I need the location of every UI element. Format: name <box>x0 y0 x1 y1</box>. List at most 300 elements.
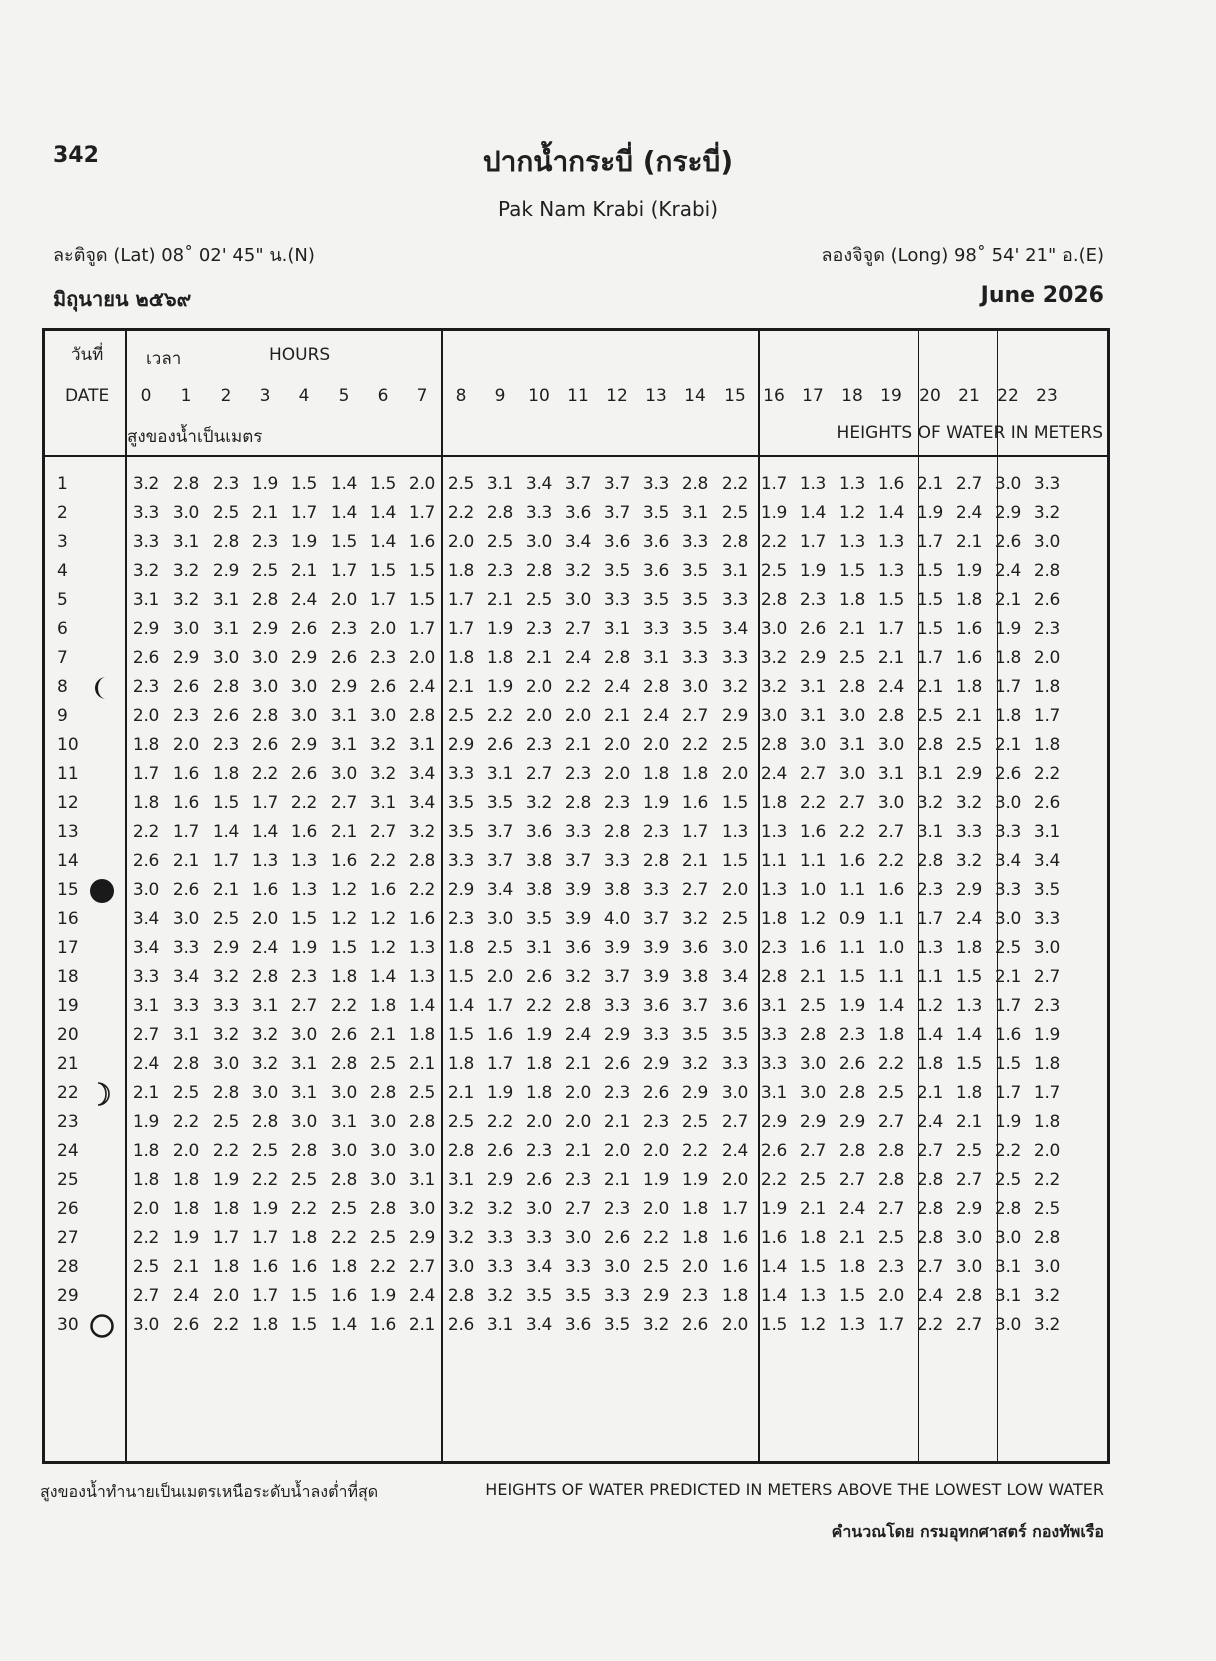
table-row <box>45 701 1107 731</box>
table-row <box>45 556 1107 586</box>
height-cell: 3.6 <box>564 1315 592 1335</box>
table-row <box>45 759 1107 789</box>
height-cell: 3.0 <box>447 1257 475 1277</box>
height-cell: 1.8 <box>212 764 240 784</box>
height-cell: 1.7 <box>486 996 514 1016</box>
height-cell: 3.0 <box>369 706 397 726</box>
height-cell: 2.1 <box>916 677 944 697</box>
height-cell: 2.7 <box>408 1257 436 1277</box>
height-cell: 1.6 <box>486 1025 514 1045</box>
height-cell: 3.0 <box>486 909 514 929</box>
height-cell: 1.9 <box>955 561 983 581</box>
height-cell: 1.2 <box>799 909 827 929</box>
height-cell: 1.8 <box>132 1141 160 1161</box>
height-cell: 3.2 <box>212 1025 240 1045</box>
date-cell: 23 <box>57 1112 79 1132</box>
height-cell: 2.7 <box>330 793 358 813</box>
height-cell: 3.3 <box>721 648 749 668</box>
height-cell: 1.7 <box>994 996 1022 1016</box>
height-cell: 1.6 <box>251 880 279 900</box>
height-cell: 1.4 <box>369 503 397 523</box>
date-cell: 7 <box>57 648 68 668</box>
hour-label: 14 <box>684 386 706 406</box>
table-row <box>45 962 1107 992</box>
height-cell: 1.7 <box>447 590 475 610</box>
height-cell: 3.2 <box>760 648 788 668</box>
height-cell: 1.8 <box>132 735 160 755</box>
height-cell: 1.7 <box>212 1228 240 1248</box>
date-label-thai: วันที่ <box>71 345 104 365</box>
height-cell: 3.6 <box>564 938 592 958</box>
height-cell: 2.1 <box>603 1112 631 1132</box>
height-cell: 3.3 <box>564 1257 592 1277</box>
date-cell: 1 <box>57 474 68 494</box>
table-row <box>45 614 1107 644</box>
height-cell: 2.8 <box>838 1141 866 1161</box>
height-cell: 3.2 <box>172 590 200 610</box>
date-cell: 22 <box>57 1083 79 1103</box>
height-cell: 1.1 <box>916 967 944 987</box>
height-cell: 1.9 <box>681 1170 709 1190</box>
height-cell: 1.7 <box>408 503 436 523</box>
height-cell: 1.8 <box>486 648 514 668</box>
height-cell: 2.9 <box>447 735 475 755</box>
hour-label: 12 <box>606 386 628 406</box>
height-cell: 1.8 <box>721 1286 749 1306</box>
height-cell: 2.2 <box>760 1170 788 1190</box>
height-cell: 3.1 <box>212 619 240 639</box>
height-cell: 2.1 <box>955 1112 983 1132</box>
height-cell: 3.0 <box>290 706 318 726</box>
table-row <box>45 1049 1107 1079</box>
height-cell: 2.9 <box>603 1025 631 1045</box>
height-cell: 3.2 <box>486 1199 514 1219</box>
hour-label: 3 <box>259 386 271 406</box>
height-cell: 2.3 <box>525 619 553 639</box>
height-cell: 2.0 <box>447 532 475 552</box>
height-cell: 3.1 <box>369 793 397 813</box>
height-cell: 1.3 <box>290 851 318 871</box>
height-cell: 2.7 <box>369 822 397 842</box>
height-cell: 1.5 <box>838 1286 866 1306</box>
height-cell: 1.0 <box>877 938 905 958</box>
height-cell: 2.4 <box>564 1025 592 1045</box>
height-cell: 3.1 <box>212 590 240 610</box>
height-cell: 2.4 <box>132 1054 160 1074</box>
height-cell: 2.3 <box>251 532 279 552</box>
month-thai: มิถุนายน ๒๕๖๙ <box>53 287 192 311</box>
height-cell: 1.9 <box>916 503 944 523</box>
height-cell: 2.5 <box>1033 1199 1061 1219</box>
column-divider <box>997 331 998 455</box>
height-cell: 3.0 <box>721 1083 749 1103</box>
height-cell: 1.1 <box>760 851 788 871</box>
height-cell: 2.3 <box>525 1141 553 1161</box>
height-cell: 3.3 <box>1033 474 1061 494</box>
height-cell: 2.2 <box>447 503 475 523</box>
height-cell: 2.4 <box>603 677 631 697</box>
height-cell: 1.3 <box>408 967 436 987</box>
height-cell: 1.5 <box>369 561 397 581</box>
height-cell: 3.0 <box>955 1257 983 1277</box>
height-cell: 2.6 <box>525 967 553 987</box>
height-cell: 3.4 <box>525 1257 553 1277</box>
height-cell: 3.1 <box>799 706 827 726</box>
height-cell: 2.3 <box>681 1286 709 1306</box>
height-cell: 2.3 <box>212 474 240 494</box>
height-cell: 1.3 <box>799 1286 827 1306</box>
height-cell: 3.3 <box>721 1054 749 1074</box>
height-cell: 2.1 <box>603 706 631 726</box>
height-cell: 1.1 <box>877 909 905 929</box>
height-cell: 1.5 <box>721 851 749 871</box>
table-row <box>45 643 1107 673</box>
height-cell: 2.8 <box>447 1286 475 1306</box>
height-cell: 3.1 <box>330 706 358 726</box>
new-moon-icon <box>89 878 115 904</box>
height-cell: 3.0 <box>955 1228 983 1248</box>
height-cell: 2.2 <box>877 851 905 871</box>
height-cell: 3.3 <box>603 996 631 1016</box>
height-cell: 3.0 <box>838 764 866 784</box>
height-cell: 3.1 <box>760 996 788 1016</box>
height-cell: 2.3 <box>172 706 200 726</box>
height-cell: 3.1 <box>994 1286 1022 1306</box>
height-cell: 2.9 <box>486 1170 514 1190</box>
height-cell: 3.3 <box>525 1228 553 1248</box>
height-cell: 3.1 <box>838 735 866 755</box>
height-cell: 2.3 <box>330 619 358 639</box>
height-cell: 2.8 <box>760 590 788 610</box>
height-cell: 3.0 <box>330 1083 358 1103</box>
height-cell: 2.2 <box>330 1228 358 1248</box>
height-cell: 3.1 <box>721 561 749 581</box>
height-cell: 2.7 <box>799 1141 827 1161</box>
hour-label: 22 <box>997 386 1019 406</box>
height-cell: 1.2 <box>838 503 866 523</box>
height-cell: 2.2 <box>681 735 709 755</box>
height-cell: 2.5 <box>994 938 1022 958</box>
date-cell: 5 <box>57 590 68 610</box>
table-row <box>45 817 1107 847</box>
height-cell: 1.1 <box>838 880 866 900</box>
table-row <box>45 991 1107 1021</box>
height-cell: 2.8 <box>955 1286 983 1306</box>
height-cell: 3.3 <box>603 590 631 610</box>
height-cell: 2.8 <box>681 474 709 494</box>
height-cell: 2.9 <box>838 1112 866 1132</box>
height-cell: 3.4 <box>132 938 160 958</box>
height-cell: 2.0 <box>369 619 397 639</box>
height-cell: 2.8 <box>251 706 279 726</box>
height-cell: 1.6 <box>251 1257 279 1277</box>
height-cell: 3.0 <box>251 677 279 697</box>
height-cell: 2.2 <box>721 474 749 494</box>
height-cell: 2.5 <box>447 1112 475 1132</box>
height-cell: 3.2 <box>486 1286 514 1306</box>
height-cell: 2.5 <box>212 909 240 929</box>
height-cell: 2.6 <box>838 1054 866 1074</box>
height-cell: 3.1 <box>642 648 670 668</box>
height-cell: 1.8 <box>290 1228 318 1248</box>
height-cell: 1.7 <box>994 1083 1022 1103</box>
height-cell: 3.4 <box>486 880 514 900</box>
height-cell: 3.1 <box>486 474 514 494</box>
height-cell: 2.5 <box>251 561 279 581</box>
height-cell: 3.6 <box>721 996 749 1016</box>
height-cell: 2.4 <box>994 561 1022 581</box>
height-cell: 2.5 <box>877 1083 905 1103</box>
height-cell: 2.7 <box>132 1286 160 1306</box>
height-cell: 3.5 <box>1033 880 1061 900</box>
hour-label: 17 <box>802 386 824 406</box>
height-cell: 1.3 <box>838 474 866 494</box>
height-cell: 2.1 <box>799 1199 827 1219</box>
height-cell: 1.5 <box>994 1054 1022 1074</box>
height-cell: 1.2 <box>369 909 397 929</box>
height-cell: 2.3 <box>369 648 397 668</box>
height-cell: 2.6 <box>132 648 160 668</box>
height-cell: 2.6 <box>290 619 318 639</box>
height-cell: 1.6 <box>330 1286 358 1306</box>
height-cell: 1.8 <box>955 590 983 610</box>
height-cell: 1.1 <box>838 938 866 958</box>
height-cell: 2.5 <box>721 503 749 523</box>
height-cell: 2.4 <box>838 1199 866 1219</box>
height-cell: 2.9 <box>642 1286 670 1306</box>
height-cell: 3.0 <box>760 619 788 639</box>
height-cell: 2.0 <box>721 1315 749 1335</box>
height-cell: 2.9 <box>642 1054 670 1074</box>
height-cell: 2.8 <box>1033 561 1061 581</box>
height-cell: 3.5 <box>603 1315 631 1335</box>
height-cell: 2.2 <box>564 677 592 697</box>
height-cell: 3.2 <box>721 677 749 697</box>
hour-label: 19 <box>880 386 902 406</box>
height-cell: 1.8 <box>681 1199 709 1219</box>
height-cell: 3.2 <box>564 967 592 987</box>
height-cell: 3.0 <box>408 1199 436 1219</box>
date-cell: 25 <box>57 1170 79 1190</box>
height-cell: 2.9 <box>994 503 1022 523</box>
height-cell: 3.0 <box>994 909 1022 929</box>
table-row <box>45 498 1107 528</box>
height-cell: 3.4 <box>408 764 436 784</box>
height-cell: 1.3 <box>251 851 279 871</box>
height-cell: 2.9 <box>721 706 749 726</box>
height-cell: 2.2 <box>486 706 514 726</box>
height-cell: 1.7 <box>721 1199 749 1219</box>
height-cell: 2.1 <box>916 474 944 494</box>
height-cell: 3.4 <box>408 793 436 813</box>
height-cell: 2.4 <box>916 1112 944 1132</box>
date-cell: 3 <box>57 532 68 552</box>
height-cell: 2.5 <box>994 1170 1022 1190</box>
height-cell: 1.9 <box>369 1286 397 1306</box>
time-label-thai: เวลา <box>146 349 182 369</box>
height-cell: 3.3 <box>1033 909 1061 929</box>
hour-label: 21 <box>958 386 980 406</box>
table-row <box>45 730 1107 760</box>
height-cell: 2.8 <box>330 1054 358 1074</box>
hour-label: 15 <box>724 386 746 406</box>
table-row <box>45 585 1107 615</box>
height-cell: 1.4 <box>330 503 358 523</box>
table-row <box>45 1223 1107 1253</box>
height-cell: 2.6 <box>1033 590 1061 610</box>
height-cell: 3.4 <box>525 1315 553 1335</box>
height-cell: 2.4 <box>955 503 983 523</box>
height-cell: 1.7 <box>251 1228 279 1248</box>
height-cell: 1.6 <box>369 880 397 900</box>
height-cell: 3.3 <box>447 851 475 871</box>
height-cell: 1.7 <box>251 1286 279 1306</box>
height-cell: 1.8 <box>1033 1054 1061 1074</box>
height-cell: 2.7 <box>1033 967 1061 987</box>
height-cell: 1.7 <box>799 532 827 552</box>
height-cell: 3.1 <box>132 996 160 1016</box>
height-cell: 2.6 <box>172 677 200 697</box>
height-cell: 2.5 <box>799 1170 827 1190</box>
height-cell: 3.2 <box>369 735 397 755</box>
height-cell: 2.6 <box>994 532 1022 552</box>
height-cell: 2.1 <box>212 880 240 900</box>
height-cell: 3.6 <box>681 938 709 958</box>
height-cell: 2.5 <box>447 706 475 726</box>
hour-label: 10 <box>528 386 550 406</box>
height-cell: 3.1 <box>486 764 514 784</box>
height-cell: 2.9 <box>955 880 983 900</box>
height-cell: 1.3 <box>916 938 944 958</box>
height-cell: 2.8 <box>564 996 592 1016</box>
height-cell: 3.0 <box>172 619 200 639</box>
height-cell: 3.2 <box>681 1054 709 1074</box>
height-cell: 2.0 <box>603 735 631 755</box>
height-cell: 2.6 <box>603 1054 631 1074</box>
height-cell: 3.1 <box>408 735 436 755</box>
height-cell: 3.0 <box>212 648 240 668</box>
hour-label: 4 <box>298 386 310 406</box>
date-cell: 24 <box>57 1141 79 1161</box>
height-cell: 3.0 <box>525 532 553 552</box>
height-cell: 3.6 <box>525 822 553 842</box>
full-moon-icon <box>89 1313 115 1339</box>
height-cell: 3.2 <box>251 1025 279 1045</box>
height-cell: 1.4 <box>447 996 475 1016</box>
height-cell: 2.2 <box>877 1054 905 1074</box>
height-cell: 1.5 <box>290 474 318 494</box>
height-cell: 3.3 <box>994 880 1022 900</box>
height-cell: 3.4 <box>132 909 160 929</box>
height-cell: 1.8 <box>1033 677 1061 697</box>
height-cell: 1.6 <box>994 1025 1022 1045</box>
height-cell: 2.8 <box>369 1199 397 1219</box>
height-cell: 3.0 <box>994 1228 1022 1248</box>
height-cell: 1.9 <box>525 1025 553 1045</box>
height-cell: 3.1 <box>1033 822 1061 842</box>
hour-label: 5 <box>338 386 350 406</box>
height-cell: 2.1 <box>603 1170 631 1190</box>
height-cell: 1.5 <box>290 1286 318 1306</box>
height-cell: 3.1 <box>290 1083 318 1103</box>
height-cell: 3.0 <box>212 1054 240 1074</box>
height-cell: 3.2 <box>172 561 200 581</box>
height-cell: 3.0 <box>799 735 827 755</box>
height-cell: 3.0 <box>132 880 160 900</box>
height-cell: 1.5 <box>877 590 905 610</box>
height-cell: 3.6 <box>603 532 631 552</box>
height-cell: 2.8 <box>838 1083 866 1103</box>
height-cell: 1.6 <box>799 822 827 842</box>
date-cell: 29 <box>57 1286 79 1306</box>
height-cell: 3.0 <box>251 1083 279 1103</box>
height-cell: 4.0 <box>603 909 631 929</box>
height-cell: 2.1 <box>330 822 358 842</box>
height-cell: 3.1 <box>330 735 358 755</box>
height-cell: 1.9 <box>760 503 788 523</box>
first-quarter-moon-icon <box>89 1081 115 1107</box>
height-cell: 1.9 <box>486 677 514 697</box>
date-cell: 17 <box>57 938 79 958</box>
height-cell: 2.6 <box>290 764 318 784</box>
hour-label: 6 <box>377 386 389 406</box>
height-cell: 3.3 <box>132 967 160 987</box>
height-cell: 1.6 <box>681 793 709 813</box>
height-cell: 2.7 <box>132 1025 160 1045</box>
height-cell: 2.0 <box>172 735 200 755</box>
height-cell: 2.8 <box>642 677 670 697</box>
height-cell: 2.2 <box>172 1112 200 1132</box>
height-cell: 3.3 <box>603 1286 631 1306</box>
height-cell: 2.5 <box>369 1054 397 1074</box>
height-cell: 3.1 <box>525 938 553 958</box>
height-cell: 2.9 <box>212 561 240 581</box>
height-cell: 1.6 <box>721 1228 749 1248</box>
height-cell: 1.6 <box>838 851 866 871</box>
table-row <box>45 933 1107 963</box>
height-cell: 3.3 <box>681 532 709 552</box>
height-cell: 1.5 <box>290 909 318 929</box>
table-row <box>45 1136 1107 1166</box>
height-cell: 2.2 <box>525 996 553 1016</box>
height-cell: 2.6 <box>642 1083 670 1103</box>
height-cell: 2.2 <box>681 1141 709 1161</box>
height-cell: 2.0 <box>721 1170 749 1190</box>
height-cell: 2.3 <box>447 909 475 929</box>
height-cell: 2.3 <box>1033 619 1061 639</box>
height-cell: 3.5 <box>447 793 475 813</box>
height-cell: 2.6 <box>799 619 827 639</box>
height-cell: 2.3 <box>290 967 318 987</box>
height-cell: 1.7 <box>916 648 944 668</box>
height-cell: 3.2 <box>681 909 709 929</box>
height-cell: 2.5 <box>212 1112 240 1132</box>
height-cell: 3.3 <box>447 764 475 784</box>
table-row <box>45 1281 1107 1311</box>
height-cell: 3.3 <box>681 648 709 668</box>
height-cell: 2.3 <box>486 561 514 581</box>
height-cell: 3.0 <box>877 735 905 755</box>
height-cell: 2.8 <box>799 1025 827 1045</box>
height-cell: 2.0 <box>525 706 553 726</box>
height-cell: 2.5 <box>447 474 475 494</box>
height-cell: 1.1 <box>799 851 827 871</box>
date-cell: 19 <box>57 996 79 1016</box>
height-cell: 1.5 <box>955 1054 983 1074</box>
height-cell: 3.0 <box>799 1054 827 1074</box>
height-cell: 3.1 <box>603 619 631 639</box>
height-cell: 3.9 <box>603 938 631 958</box>
